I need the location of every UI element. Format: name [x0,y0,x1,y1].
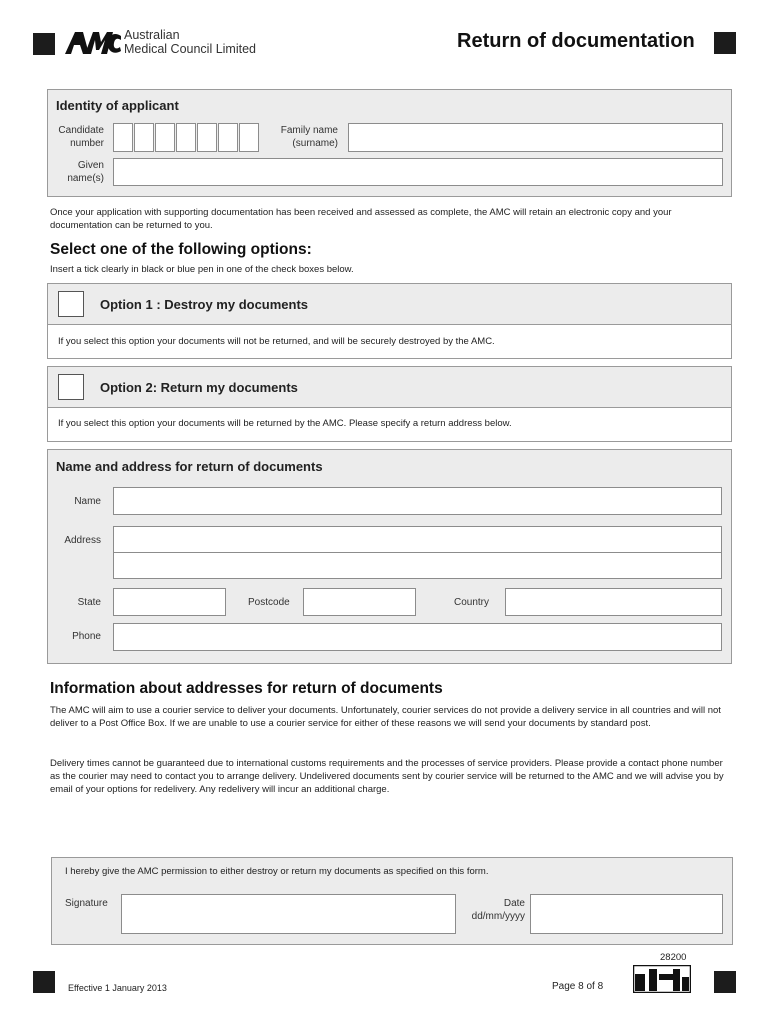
candidate-digit-cell[interactable] [176,123,196,152]
info-heading: Information about addresses for return of documents [50,680,443,697]
form-code: 28200 [660,952,687,963]
info-paragraph-2: Delivery times cannot be guaranteed due to international customs requirements and the processes of service providers. Please provide a contact phone number as the courier may need to contact you to arrange delivery. Undelivered documents sent by courier service will be returned to the AMC and we will advise you by email of your options for redelivery. Any redelivery will incur an additional charge. [50,758,724,796]
family-name-field[interactable] [348,123,723,152]
options-instruction: Insert a tick clearly in black or blue pen in one of the check boxes below. [50,264,354,275]
identity-heading: Identity of applicant [56,98,179,113]
phone-label: Phone [72,631,101,642]
candidate-digit-cell[interactable] [113,123,133,152]
given-names-field[interactable] [113,158,723,186]
candidate-digit-cell[interactable] [218,123,238,152]
phone-field[interactable] [113,623,722,651]
effective-date: Effective 1 January 2013 [68,983,167,993]
registration-mark-bottom-right [714,971,736,993]
barcode-mark-icon [633,965,691,993]
option-2-description: If you select this option your documents will be returned by the AMC. Please specify a return address below. [58,418,512,429]
options-heading: Select one of the following options: [50,241,312,258]
page-number: Page 8 of 8 [552,981,604,992]
signature-label: Signature [65,898,108,909]
date-label: Date dd/mm/yyyy [471,898,525,922]
postcode-field[interactable] [303,588,416,616]
barcode-mark [633,965,691,993]
country-label: Country [454,597,490,608]
amc-logo [63,30,123,56]
candidate-digit-cell[interactable] [197,123,217,152]
info-paragraph-1: The AMC will aim to use a courier service to deliver your documents. Unfortunately, courier services do not provide a delivery service in all countries and will not deliver to a Post Office Box. If we are unable to use a courier service for either of these reasons we will send your documents by standard post. [50,705,721,730]
state-field[interactable] [113,588,226,616]
country-field[interactable] [505,588,722,616]
family-name-label: Family name (surname) [280,125,338,149]
amc-logo-icon [63,30,123,56]
option-1-title: Option 1 : Destroy my documents [100,297,309,312]
signature-field[interactable] [121,894,456,934]
candidate-digit-cell[interactable] [134,123,154,152]
org-name-line-2: Medical Council Limited [124,42,257,56]
org-name-line-1: Australian [124,28,180,42]
option-2-title: Option 2: Return my documents [100,380,298,395]
page-title: Return of documentation [457,30,695,52]
option-1-checkbox[interactable] [58,291,84,317]
intro-text: Once your application with supporting documentation has been received and assessed as complete, the AMC will retain an electronic copy and your documentation can be returned to you. [50,207,672,232]
address-label: Address [64,535,101,546]
option-2-checkbox[interactable] [58,374,84,400]
candidate-digit-cell[interactable] [155,123,175,152]
registration-mark-top-left [33,33,55,55]
name-label: Name [74,496,101,507]
address-heading: Name and address for return of documents [56,459,323,474]
candidate-digit-cell[interactable] [239,123,259,152]
name-field[interactable] [113,487,722,515]
date-field[interactable] [530,894,723,934]
candidate-number-label: Candidate number [58,125,104,149]
state-label: State [77,597,101,608]
permission-statement: I hereby give the AMC permission to either destroy or return my documents as specified on this form. [65,866,489,877]
address-line-2-field[interactable] [113,552,722,579]
registration-mark-bottom-left [33,971,55,993]
registration-mark-top-right [714,32,736,54]
candidate-number-input[interactable] [113,123,260,152]
postcode-label: Postcode [248,597,290,608]
option-1-description: If you select this option your documents will not be returned, and will be securely destroyed by the AMC. [58,336,495,347]
given-names-label: Given name(s) [67,160,104,184]
address-line-1-field[interactable] [113,526,722,553]
